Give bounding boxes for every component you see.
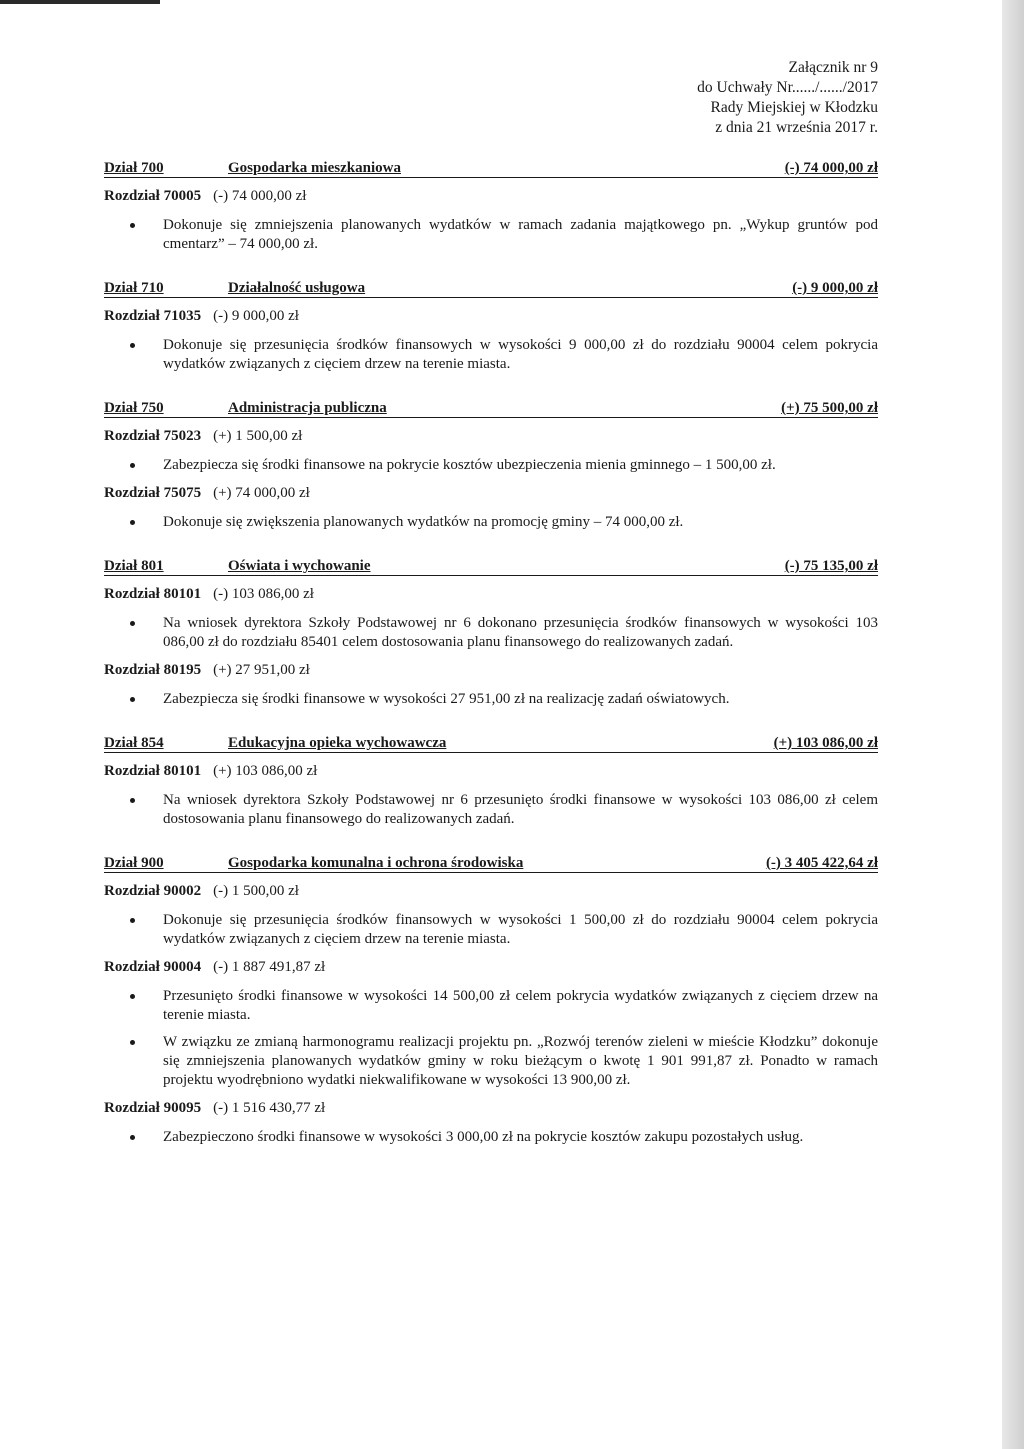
header-line-1: Załącznik nr 9: [788, 59, 878, 76]
header-line-3: Rady Miejskiej w Kłodzku: [710, 99, 878, 116]
list-item: [104, 614, 878, 652]
list-item: [104, 336, 878, 374]
rozdzial-label: Rozdział 71035: [104, 308, 202, 324]
bullet-list: [104, 987, 878, 1090]
bullet-text: Zabezpieczono środki finansowe w wysokości 3 000,00 zł na pokrycie kosztów zakupu pozostałych usług.: [163, 1129, 804, 1145]
dzial-heading: [104, 280, 878, 298]
dzial-name: Administracja publiczna: [228, 400, 387, 416]
dzial-heading: [104, 400, 878, 418]
list-item: [104, 690, 878, 709]
rozdzial-label: Rozdział 75075: [104, 485, 202, 501]
rozdzial-amount: (-) 103 086,00 zł: [213, 586, 314, 602]
rozdzial-label: Rozdział 90095: [104, 1100, 202, 1116]
bullet-icon: [130, 994, 135, 999]
rozdzial-amount: (+) 103 086,00 zł: [213, 763, 318, 779]
rozdzial-amount: (-) 74 000,00 zł: [213, 188, 307, 204]
bullet-list: [104, 791, 878, 829]
rozdzial-heading: [104, 661, 878, 680]
dzial-amount: (-) 9 000,00 zł: [792, 280, 878, 296]
bullet-icon: [130, 918, 135, 923]
bullet-icon: [130, 1135, 135, 1140]
dzial-amount: (-) 74 000,00 zł: [784, 160, 878, 176]
rozdzial-label: Rozdział 75023: [104, 428, 202, 444]
list-item: [104, 216, 878, 254]
header-line-2: do Uchwały Nr....../....../2017: [697, 79, 878, 96]
list-item: [104, 791, 878, 829]
rozdzial-amount: (-) 1 516 430,77 zł: [213, 1100, 326, 1116]
bullet-text: Na wniosek dyrektora Szkoły Podstawowej nr 6 przesunięto środki finansowe w wysokości 103 086,00 zł celem dostosowania planu finansowego do realizowanych zadań.: [163, 792, 878, 827]
rozdzial-heading: [104, 958, 878, 977]
header-line-4: z dnia 21 września 2017 r.: [715, 119, 878, 136]
list-item: [104, 456, 878, 475]
list-item: [104, 1128, 878, 1147]
dzial-heading: [104, 735, 878, 753]
rozdzial-amount: (+) 1 500,00 zł: [213, 428, 303, 444]
bullet-list: [104, 336, 878, 374]
rozdzial-amount: (-) 1 500,00 zł: [213, 883, 299, 899]
bullet-icon: [130, 520, 135, 525]
dzial-number: Dział 710: [104, 280, 164, 296]
rozdzial-heading: [104, 882, 878, 901]
dzial-name: Gospodarka komunalna i ochrona środowiska: [228, 855, 524, 871]
rozdzial-amount: (+) 74 000,00 zł: [213, 485, 310, 501]
rozdzial-heading: [104, 762, 878, 781]
dzial-amount: (-) 3 405 422,64 zł: [765, 855, 878, 871]
list-item: [104, 911, 878, 949]
rozdzial-amount: (+) 27 951,00 zł: [213, 662, 310, 678]
bullet-icon: [130, 1040, 135, 1045]
bullet-text: Zabezpiecza się środki finansowe na pokrycie kosztów ubezpieczenia mienia gminnego – 1 500,00 zł.: [163, 457, 776, 473]
bullet-text: Dokonuje się zmniejszenia planowanych wydatków w ramach zadania majątkowego pn. „Wykup gruntów pod cmentarz” – 74 000,00 zł.: [163, 217, 878, 252]
dzial-section: [104, 558, 878, 709]
dzial-name: Oświata i wychowanie: [228, 558, 371, 574]
rozdzial-heading: [104, 484, 878, 503]
bullet-text: Dokonuje się przesunięcia środków finansowych w wysokości 9 000,00 zł do rozdziału 90004 celem pokrycia wydatków związanych z cięciem drzew na terenie miasta.: [163, 337, 878, 372]
rozdzial-amount: (-) 1 887 491,87 zł: [213, 959, 326, 975]
sections-container: [104, 160, 878, 1147]
dzial-name: Edukacyjna opieka wychowawcza: [228, 735, 447, 751]
bullet-list: [104, 216, 878, 254]
dzial-number: Dział 854: [104, 735, 164, 751]
bullet-icon: [130, 223, 135, 228]
list-item: [104, 1033, 878, 1090]
rozdzial-label: Rozdział 70005: [104, 188, 202, 204]
rozdzial-label: Rozdział 80101: [104, 763, 202, 779]
bullet-list: [104, 614, 878, 652]
bullet-icon: [130, 697, 135, 702]
rozdzial-label: Rozdział 80101: [104, 586, 202, 602]
rozdzial-heading: [104, 1099, 878, 1118]
bullet-list: [104, 513, 878, 532]
rozdzial-heading: [104, 307, 878, 326]
bullet-text: Na wniosek dyrektora Szkoły Podstawowej nr 6 dokonano przesunięcia środków finansowych w wysokości 103 086,00 zł do rozdziału 85401 celem dostosowania planu finansowego do realizowanych zadań.: [163, 615, 878, 650]
dzial-name: Działalność usługowa: [228, 280, 366, 296]
bullet-icon: [130, 463, 135, 468]
dzial-number: Dział 801: [104, 558, 164, 574]
dzial-heading: [104, 855, 878, 873]
dzial-number: Dział 750: [104, 400, 164, 416]
scan-artifact-top: [0, 0, 160, 4]
bullet-list: [104, 690, 878, 709]
attachment-header: [104, 58, 878, 138]
rozdzial-label: Rozdział 90004: [104, 959, 202, 975]
scan-artifact-edge: [1002, 0, 1024, 1449]
bullet-text: W związku ze zmianą harmonogramu realizacji projektu pn. „Rozwój terenów zieleni w mieście Kłodzku” dokonuje się zmniejszenia planowanych wydatków gminy w roku bieżącym o kwotę 1 901 991,87 zł. Ponadto w ramach projektu wyodrębniono wydatki niekwalifikowane w wysokości 13 900,00 zł.: [163, 1034, 878, 1088]
dzial-number: Dział 900: [104, 855, 164, 871]
bullet-text: Zabezpiecza się środki finansowe w wysokości 27 951,00 zł na realizację zadań oświatowych.: [163, 691, 730, 707]
bullet-icon: [130, 798, 135, 803]
dzial-amount: (+) 75 500,00 zł: [781, 400, 878, 416]
dzial-section: [104, 735, 878, 829]
bullet-list: [104, 1128, 878, 1147]
dzial-name: Gospodarka mieszkaniowa: [228, 160, 401, 176]
rozdzial-heading: [104, 585, 878, 604]
dzial-amount: (+) 103 086,00 zł: [773, 735, 878, 751]
bullet-text: Dokonuje się przesunięcia środków finansowych w wysokości 1 500,00 zł do rozdziału 90004 celem pokrycia wydatków związanych z cięciem drzew na terenie miasta.: [163, 912, 878, 947]
rozdzial-label: Rozdział 80195: [104, 662, 202, 678]
bullet-text: Dokonuje się zwiększenia planowanych wydatków na promocję gminy – 74 000,00 zł.: [163, 514, 684, 530]
document-page: [104, 58, 878, 1173]
dzial-heading: [104, 160, 878, 178]
list-item: [104, 987, 878, 1025]
rozdzial-heading: [104, 187, 878, 206]
bullet-icon: [130, 621, 135, 626]
dzial-number: Dział 700: [104, 160, 164, 176]
dzial-section: [104, 160, 878, 254]
bullet-list: [104, 456, 878, 475]
dzial-section: [104, 400, 878, 532]
dzial-heading: [104, 558, 878, 576]
rozdzial-amount: (-) 9 000,00 zł: [213, 308, 299, 324]
dzial-amount: (-) 75 135,00 zł: [784, 558, 878, 574]
bullet-list: [104, 911, 878, 949]
bullet-icon: [130, 343, 135, 348]
rozdzial-label: Rozdział 90002: [104, 883, 202, 899]
dzial-section: [104, 855, 878, 1147]
rozdzial-heading: [104, 427, 878, 446]
bullet-text: Przesunięto środki finansowe w wysokości 14 500,00 zł celem pokrycia wydatków związanych z cięciem drzew na terenie miasta.: [163, 988, 878, 1023]
list-item: [104, 513, 878, 532]
dzial-section: [104, 280, 878, 374]
